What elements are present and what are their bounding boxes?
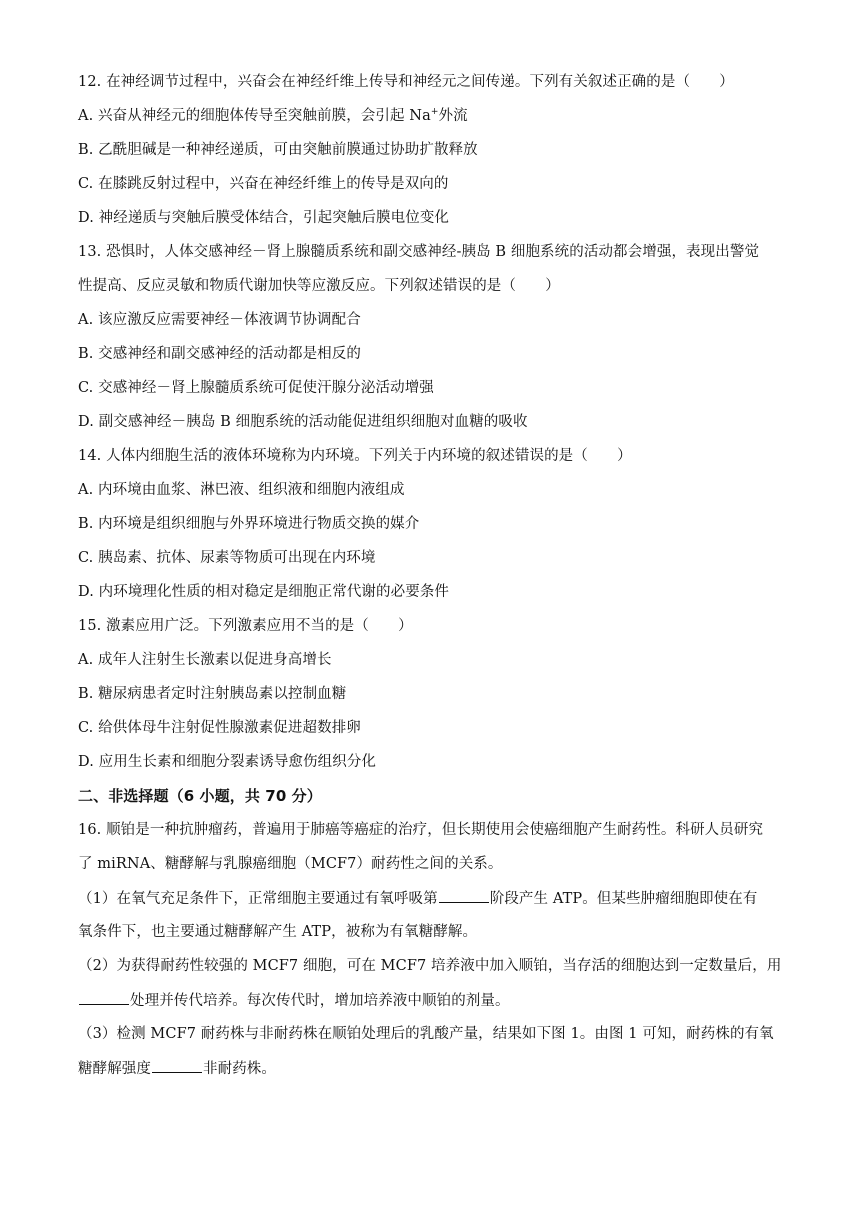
answer-blank — [439, 888, 489, 903]
q16-part1-tail: 阶段产生 ATP。但某些肿瘤细胞即使在有 — [489, 891, 758, 907]
q16-part3-line2 — [78, 1058, 790, 1079]
q16-part2-tail: 处理并传代培养。每次传代时，增加培养液中顺铂的剂量。 — [130, 993, 510, 1009]
q12-option-c: C. 在膝跳反射过程中，兴奋在神经纤维上的传导是双向的 — [78, 176, 449, 192]
q15-option-b: B. 糖尿病患者定时注射胰岛素以控制血糖 — [78, 686, 347, 702]
q15-option-c: C. 给供体母牛注射促性腺激素促进超数排卵 — [78, 720, 361, 736]
q12-option-b: B. 乙酰胆碱是一种神经递质，可由突触前膜通过协助扩散释放 — [78, 142, 478, 158]
q13-option-c: C. 交感神经－肾上腺髓质系统可促使汗腺分泌活动增强 — [78, 380, 434, 396]
q16-stem-line1: 16. 顺铂是一种抗肿瘤药，普遍用于肺癌等癌症的治疗，但长期使用会使癌细胞产生耐药性。科研人员研究 — [78, 822, 764, 838]
answer-blank — [152, 1058, 202, 1073]
q16-part3-line1: （3）检测 MCF7 耐药株与非耐药株在顺铂处理后的乳酸产量，结果如下图 1。由图 1 可知，耐药株的有氧 — [78, 1026, 774, 1042]
q16-part2-line2 — [78, 990, 790, 1011]
q15-stem: 15. 激素应用广泛。下列激素应用不当的是（ ） — [78, 618, 413, 634]
q13-option-d: D. 副交感神经－胰岛 B 细胞系统的活动能促进组织细胞对血糖的吸收 — [78, 414, 528, 430]
section-title: 二、非选择题（6 小题，共 70 分） — [78, 787, 322, 805]
q16-part1-line1 — [78, 888, 790, 909]
q12-option-a-superscript: + — [430, 107, 439, 118]
q12-stem: 12. 在神经调节过程中，兴奋会在神经纤维上传导和神经元之间传递。下列有关叙述正确的是（ ） — [78, 74, 734, 90]
q16-part2-line1: （2）为获得耐药性较强的 MCF7 细胞，可在 MCF7 培养液中加入顺铂，当存活的细胞达到一定数量后，用 — [78, 958, 782, 974]
q13-option-b: B. 交感神经和副交感神经的活动都是相反的 — [78, 346, 361, 362]
q14-option-a: A. 内环境由血浆、淋巴液、组织液和细胞内液组成 — [78, 482, 405, 498]
q15-option-d: D. 应用生长素和细胞分裂素诱导愈伤组织分化 — [78, 754, 377, 770]
q16-part1-line2: 氧条件下，也主要通过糖酵解产生 ATP，被称为有氧糖酵解。 — [78, 924, 478, 940]
q12-option-a-text: A. 兴奋从神经元的细胞体传导至突触前膜，会引起 Na — [78, 108, 431, 124]
q14-option-b: B. 内环境是组织细胞与外界环境进行物质交换的媒介 — [78, 516, 420, 532]
q13-stem-line2: 性提高、反应灵敏和物质代谢加快等应激反应。下列叙述错误的是（ ） — [78, 278, 560, 294]
q15-option-a: A. 成年人注射生长激素以促进身高增长 — [78, 652, 332, 668]
q12-option-d: D. 神经递质与突触后膜受体结合，引起突触后膜电位变化 — [78, 210, 450, 226]
q12-option-a — [78, 106, 790, 126]
q16-part3-tail: 非耐药株。 — [203, 1061, 276, 1077]
q16-stem-line2: 了 miRNA、糖酵解与乳腺癌细胞（MCF7）耐药性之间的关系。 — [78, 856, 503, 872]
q13-option-a: A. 该应激反应需要神经－体液调节协调配合 — [78, 312, 361, 328]
q13-stem-line1: 13. 恐惧时，人体交感神经－肾上腺髓质系统和副交感神经-胰岛 B 细胞系统的活动都会增强，表现出警觉 — [78, 244, 760, 260]
q14-stem: 14. 人体内细胞生活的液体环境称为内环境。下列关于内环境的叙述错误的是（ ） — [78, 448, 632, 464]
q14-option-d: D. 内环境理化性质的相对稳定是细胞正常代谢的必要条件 — [78, 584, 450, 600]
q16-part3-text: 糖酵解强度 — [78, 1061, 151, 1077]
q16-part1-text: （1）在氧气充足条件下，正常细胞主要通过有氧呼吸第 — [78, 891, 438, 907]
q12-option-a-tail: 外流 — [438, 108, 468, 124]
q14-option-c: C. 胰岛素、抗体、尿素等物质可出现在内环境 — [78, 550, 376, 566]
answer-blank — [79, 990, 129, 1005]
